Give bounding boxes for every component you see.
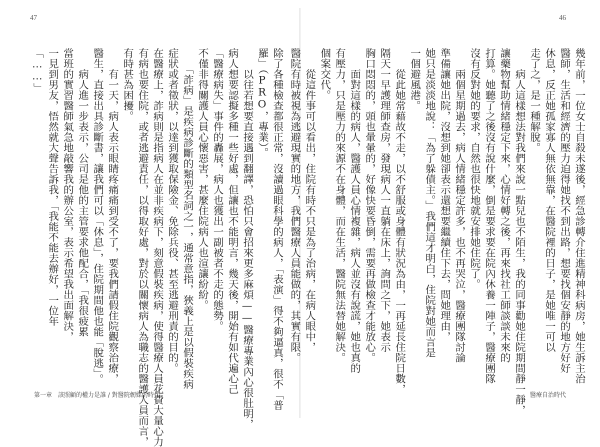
text-column: 「詐病」是疾病診斷的類型名詞之一，通常意指，狹義上是以假裝疾病 (181, 48, 194, 390)
right-running-footer: 醫療自治時代 (529, 392, 566, 399)
text-column: 有壓力，只是壓力的來源不在身體，而在生活，醫院無法替她解決。 (333, 48, 346, 363)
text-column: 她只是淡淡地說：「為了躲債主。」我們這才明白，住院對她而言是 (423, 48, 436, 358)
text-column: 從這件事可以看出，住院有時不只是為了治病，在病人眼中， (303, 48, 316, 353)
text-column: 兩個星期過去，病人情緒穩定許多，也不再哭泣，醫療團隊討論 (453, 48, 466, 363)
text-column: 以往若想要直接遇到翻譯，恐怕只會招來更多麻煩——醫療專業內心很肚明， (241, 48, 254, 430)
text-column: 醫生，直接出具診斷書，讓我們可以「休息」，住院期間他也能「脫逃」。 (91, 48, 104, 385)
left-running-footer: 第一章 該照顧的權力是誰 / 對醫院韌媒的時代 (34, 392, 160, 399)
text-column: 有一天，病人表示眼睛疼痛痛到受不了，要我們請假住院觀察治療， (106, 48, 119, 384)
text-column: 隔天一早護理師查房，發現病人一直躺在床上，詢問之下，她表示 (378, 48, 391, 353)
text-column: 不僅非得關護人員心懷惡害，甚麼住院病人也渲讓紛紛。 (196, 48, 209, 311)
text-column: 症狀或者徵狀，以達到獲取保險金、免除兵役、甚至逃避刑責的目的。 (166, 48, 179, 374)
text-column: 走了之，是一種解脫。 (528, 48, 541, 153)
text-column: 病人這樣想法對我們來說一點兒也不陌生，我的同事勸她住院期間靜一靜， (513, 48, 526, 416)
text-column: 幾年前，一位女士自殺未遂後，經急診轉介住進精神科病房，她生訴主治 (573, 48, 585, 384)
text-column: 羅」（PRO，專業）。 (256, 48, 269, 158)
text-column: 讓藥物幫助情緒穩定下來，心情好轉之後，再來找社工師談談未來的 (498, 48, 511, 363)
text-column: 從此她常藉故不走，以不舒服或身體有狀況為由，一再延長住院日數， (393, 48, 406, 395)
left-page-number: 47 (30, 14, 37, 22)
text-column: 醫院有時被視為逃避現實的地方，我們醫療人員能做的，其實有限。 (288, 48, 301, 363)
text-column: 一個避風港。 (408, 48, 421, 111)
right-page-number: 46 (559, 14, 566, 22)
text-column: 休息，反正她孤家寡人無依無靠，在醫院裡的日子，是她唯一可以 (543, 48, 556, 353)
text-column: 「醫療病失」事件的轟展，病人也獲出一副被者不走的態勢。 (211, 48, 224, 332)
text-column: 病人想要認擬多種一些好處，但讓也不能明言，幾天後，開始有如代遍心己 (226, 48, 239, 395)
text-column: 準備讓她出院，沒想到她卻表示還想要繼續住下去，問她理由， (438, 48, 451, 342)
text-column: 醫師，生活和經濟的壓力迫得她找不到出路，想要找個安靜的地方好好 (558, 48, 571, 374)
text-column: 有時甚為困擾。 (121, 48, 134, 122)
text-column: 沒有反對她的要求，自然也很快地就安排她住院了。 (468, 48, 481, 290)
right-page (288, 0, 600, 425)
text-column: 病人進一步表示，公司是他的主管要求他配合，「我很疲累 (76, 48, 89, 337)
text-column: 「……」 (31, 48, 44, 94)
text-column: 除了各種檢查都很正常，沒讀過眼科學的病人，「表演」得不夠逼真，很不「普 (271, 48, 283, 411)
text-column: 有病也要住院，或者逃避責任，以得取好處，對於以關懷病人為職志的醫護人員而言， (136, 48, 149, 447)
text-column: 個案交代。 (318, 48, 331, 101)
text-column: 一見到男友，悟然就大聲告訴我，「我能不能去辦好，一位年 (46, 48, 59, 327)
text-column: 胸口悶悶的，頭也暈暈的，好像快要昏倒，需要再做檢查才能放心。 (363, 48, 376, 363)
text-column: 面對這樣的病人，醫護人員心情複雜，病人並沒有說謊，她也真的 (348, 48, 361, 374)
text-column: 當班的實習醫師氣急地敲響我的辦公室，表示希望我出面解決， (61, 48, 74, 342)
text-column: 在醫療上，詐病則是指病人在並非疾病下，刻意假裝疾病，使得醫療人員花費大量心力 (151, 48, 164, 447)
text-column: 打算。她聽了之後沒有說什麼，倒是要求要在院內休養一陣子，醫療團隊 (483, 48, 496, 384)
